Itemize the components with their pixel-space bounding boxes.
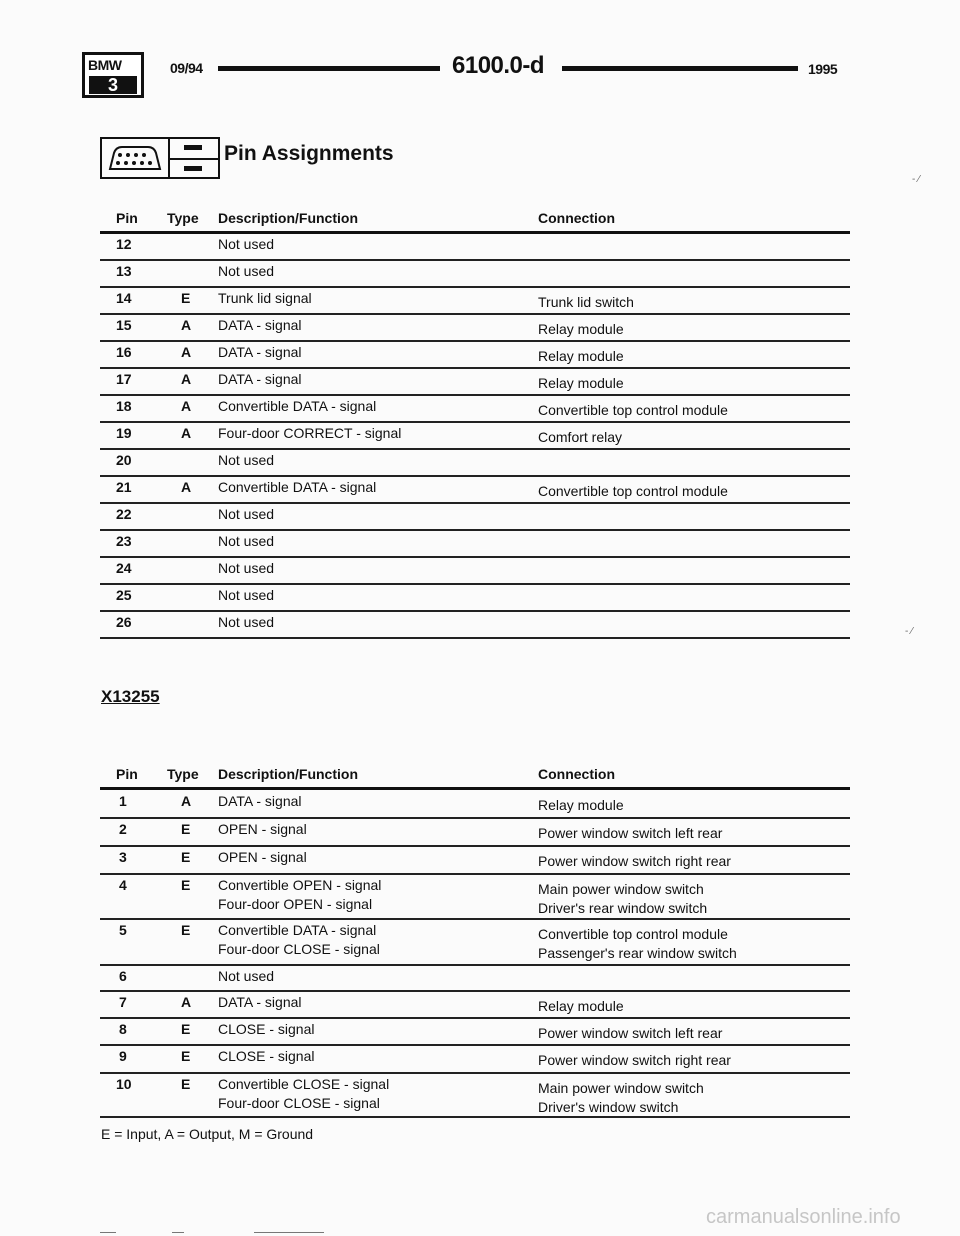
pin-connection: Relay module <box>538 998 624 1014</box>
pin-description: DATA - signal <box>218 371 302 387</box>
header-rule <box>100 231 850 234</box>
connector-icon <box>100 137 170 179</box>
col-header-pin: Pin <box>116 210 138 226</box>
row-rule <box>100 286 850 288</box>
col-header-connection: Connection <box>538 210 615 226</box>
pin-description: Not used <box>218 452 275 468</box>
row-rule <box>100 529 850 531</box>
input-output-icon <box>168 137 220 179</box>
pin-connection: Relay module <box>538 348 624 364</box>
pin-type: A <box>181 479 192 495</box>
pin-description: Convertible DATA - signal <box>218 479 377 495</box>
row-rule <box>100 502 850 504</box>
pin-connection: Driver's rear window switch <box>538 900 708 916</box>
col-header-description: Description/Function <box>218 766 358 782</box>
connector-title: X13255 <box>101 687 160 706</box>
pin-description: Not used <box>218 236 275 252</box>
row-rule <box>100 259 850 261</box>
pin-number: 18 <box>116 398 132 414</box>
pin-type: E <box>181 1076 191 1092</box>
row-rule <box>100 610 850 612</box>
pin-type: A <box>181 371 192 387</box>
pin-type: E <box>181 821 191 837</box>
row-rule <box>100 1072 850 1074</box>
pin-number: 4 <box>119 877 127 893</box>
pin-number: 13 <box>116 263 132 279</box>
scan-mark: - ⁄ <box>905 626 913 637</box>
pin-connection: Trunk lid switch <box>538 294 634 310</box>
pin-number: 21 <box>116 479 132 495</box>
pin-description: Not used <box>218 263 275 279</box>
row-rule <box>100 1017 850 1019</box>
pin-connection: Relay module <box>538 797 624 813</box>
pin-description: DATA - signal <box>218 317 302 333</box>
row-rule <box>100 964 850 966</box>
header-rule-left <box>218 66 440 71</box>
pin-description: OPEN - signal <box>218 849 307 865</box>
pin-description: OPEN - signal <box>218 821 307 837</box>
pin-number: 1 <box>119 793 127 809</box>
row-rule <box>100 448 850 450</box>
header-date: 09/94 <box>170 60 203 76</box>
pin-number: 22 <box>116 506 132 522</box>
pin-connection: Convertible top control module <box>538 926 728 942</box>
pin-description: Convertible OPEN - signal <box>218 877 382 893</box>
pin-description: Four-door CORRECT - signal <box>218 425 402 441</box>
pin-number: 5 <box>119 922 127 938</box>
pin-connection: Power window switch left rear <box>538 825 723 841</box>
pin-description: CLOSE - signal <box>218 1021 315 1037</box>
row-rule <box>100 394 850 396</box>
pin-type: E <box>181 849 191 865</box>
pin-number: 7 <box>119 994 127 1010</box>
pin-number: 17 <box>116 371 132 387</box>
row-rule <box>100 873 850 875</box>
row-rule <box>100 1044 850 1046</box>
pin-description: Not used <box>218 968 275 984</box>
bmw-logo <box>82 52 144 98</box>
pin-connection: Power window switch left rear <box>538 1025 723 1041</box>
scan-mark: - ⁄ <box>912 174 920 185</box>
pin-connection: Relay module <box>538 375 624 391</box>
row-rule <box>100 990 850 992</box>
pin-description: Four-door OPEN - signal <box>218 896 373 912</box>
pin-type: A <box>181 425 192 441</box>
pin-description: Trunk lid signal <box>218 290 312 306</box>
section-title: Pin Assignments <box>224 142 394 165</box>
pin-number: 26 <box>116 614 132 630</box>
scan-mark <box>254 1232 324 1233</box>
row-rule <box>100 845 850 847</box>
pin-number: 9 <box>119 1048 127 1064</box>
row-rule <box>100 367 850 369</box>
pin-connection: Main power window switch <box>538 1080 704 1096</box>
pin-connection: Comfort relay <box>538 429 623 445</box>
row-rule <box>100 340 850 342</box>
pin-connection: Main power window switch <box>538 881 704 897</box>
pin-number: 24 <box>116 560 132 576</box>
pin-number: 2 <box>119 821 127 837</box>
pin-number: 14 <box>116 290 132 306</box>
row-rule <box>100 817 850 819</box>
document-code: 6100.0-d <box>452 52 545 79</box>
row-rule <box>100 556 850 558</box>
row-rule <box>100 583 850 585</box>
row-rule <box>100 421 850 423</box>
pin-description: Not used <box>218 614 275 630</box>
col-header-type: Type <box>167 210 199 226</box>
pin-connection: Convertible top control module <box>538 402 728 418</box>
pin-type: A <box>181 793 192 809</box>
col-header-pin: Pin <box>116 766 138 782</box>
pin-type: E <box>181 290 191 306</box>
pin-description: Convertible DATA - signal <box>218 922 377 938</box>
pin-description: Four-door CLOSE - signal <box>218 941 380 957</box>
row-rule <box>100 918 850 920</box>
pin-type: E <box>181 1048 191 1064</box>
col-header-description: Description/Function <box>218 210 358 226</box>
pin-description: DATA - signal <box>218 793 302 809</box>
pin-number: 15 <box>116 317 132 333</box>
scan-mark <box>172 1232 184 1233</box>
header-rule-right <box>562 66 798 71</box>
scan-mark <box>100 1232 116 1233</box>
pin-type: A <box>181 344 192 360</box>
pin-type: A <box>181 398 192 414</box>
pin-number: 23 <box>116 533 132 549</box>
pin-description: Not used <box>218 533 275 549</box>
pin-type: E <box>181 877 191 893</box>
header-rule <box>100 787 850 790</box>
pin-connection: Relay module <box>538 321 624 337</box>
pin-number: 16 <box>116 344 132 360</box>
pin-number: 25 <box>116 587 132 603</box>
row-rule <box>100 637 850 639</box>
pin-number: 3 <box>119 849 127 865</box>
header-year: 1995 <box>808 61 838 77</box>
row-rule <box>100 1116 850 1118</box>
row-rule <box>100 313 850 315</box>
pin-type: E <box>181 1021 191 1037</box>
pin-number: 20 <box>116 452 132 468</box>
pin-connection: Power window switch right rear <box>538 1052 731 1068</box>
pin-number: 10 <box>116 1076 132 1092</box>
pin-number: 19 <box>116 425 132 441</box>
pin-description: Not used <box>218 560 275 576</box>
pin-connection: Passenger's rear window switch <box>538 945 737 961</box>
legend: E = Input, A = Output, M = Ground <box>101 1126 314 1142</box>
pin-description: Convertible CLOSE - signal <box>218 1076 390 1092</box>
col-header-connection: Connection <box>538 766 615 782</box>
pin-description: Convertible DATA - signal <box>218 398 377 414</box>
pin-description: DATA - signal <box>218 344 302 360</box>
logo-brand: BMW <box>88 57 122 73</box>
pin-number: 6 <box>119 968 127 984</box>
pin-number: 8 <box>119 1021 127 1037</box>
pin-connection: Driver's window switch <box>538 1099 679 1115</box>
row-rule <box>100 475 850 477</box>
col-header-type: Type <box>167 766 199 782</box>
pin-number: 12 <box>116 236 132 252</box>
pin-type: A <box>181 994 192 1010</box>
pin-description: Not used <box>218 587 275 603</box>
pin-description: CLOSE - signal <box>218 1048 315 1064</box>
pin-description: Not used <box>218 506 275 522</box>
pin-connection: Convertible top control module <box>538 483 728 499</box>
pin-type: A <box>181 317 192 333</box>
logo-series: 3 <box>89 76 137 94</box>
pin-type: E <box>181 922 191 938</box>
watermark: carmanualsonline.info <box>706 1206 901 1228</box>
pin-connection: Power window switch right rear <box>538 853 731 869</box>
pin-description: Four-door CLOSE - signal <box>218 1095 380 1111</box>
pin-description: DATA - signal <box>218 994 302 1010</box>
